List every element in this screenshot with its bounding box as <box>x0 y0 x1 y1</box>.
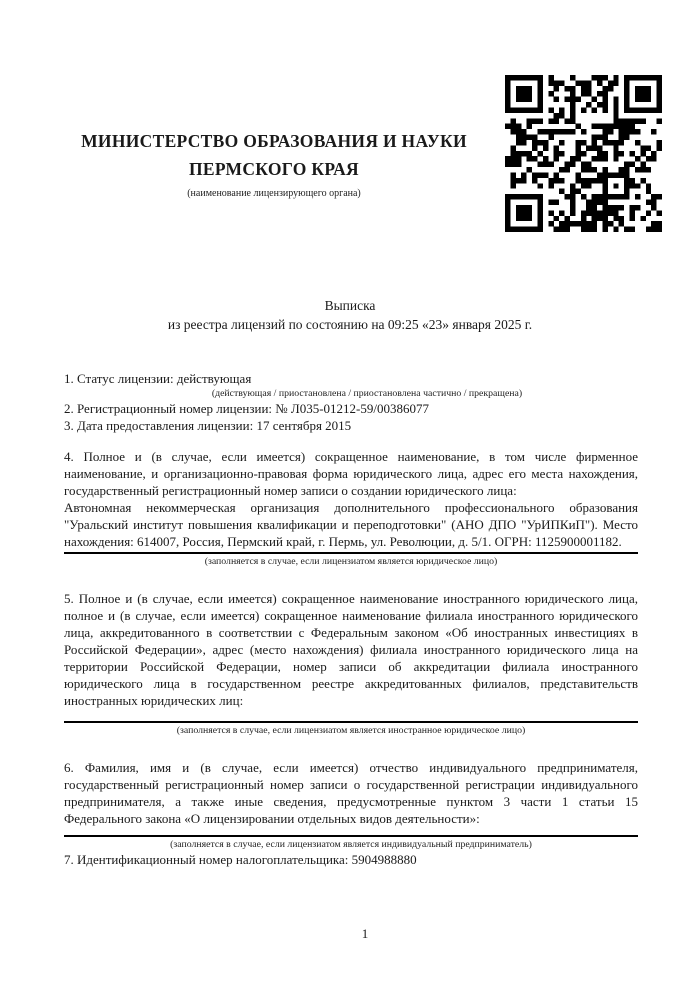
licensing-authority-block <box>64 128 484 200</box>
license-status-hint: (действующая / приостановлена / приостановлена частично / прекращена) <box>211 388 523 399</box>
foreign-entity-blank-field <box>64 721 638 737</box>
ministry-name-line2: ПЕРМСКОГО КРАЯ <box>189 158 359 179</box>
item-entrepreneur <box>64 759 638 851</box>
foreign-entity-label: 5. Полное и (в случае, если имеется) сокращенное наименование иностранного юридического лица, полное и (в случае, если имеется) сокращенное наименование филиала иностранного юридического лица, аккредитованного в соответствии с Федеральным законом «Об иностранных инвестициях в Российской Федерации», адрес (место нахождения) филиала иностранного юридического лица на территории Российской Федерации, номер записи об аккредитации филиала иностранного юридического лица в государственном реестре аккредитованных филиалов, представительств иностранных юридических лиц: <box>64 591 638 708</box>
item-legal-entity <box>64 448 638 568</box>
extract-title-block <box>0 297 700 334</box>
item-license-status <box>64 370 638 400</box>
qr-code-icon <box>505 75 662 232</box>
page-number: 1 <box>361 926 369 941</box>
entrepreneur-hint: (заполняется в случае, если лицензиатом является индивидуальный предприниматель) <box>170 839 532 850</box>
extract-title: Выписка <box>324 298 376 313</box>
legal-entity-hint: (заполняется в случае, если лицензиатом является юридическое лицо) <box>204 556 498 567</box>
licensing-authority-caption: (наименование лицензирующего органа) <box>187 188 361 199</box>
item-foreign-entity <box>64 590 638 737</box>
extract-items <box>64 370 638 868</box>
entrepreneur-label: 6. Фамилия, имя и (в случае, если имеется) отчество индивидуального предпринимателя, государственный регистрационный номер записи о государственной регистрации индивидуального предпринимателя, а также иные сведения, предусмотренные пунктом 3 части 1 статьи 15 Федерального закона «О лицензировании отдельных видов деятельности»: <box>64 760 638 826</box>
item-registration-number: 2. Регистрационный номер лицензии: № Л035-01212-59/00386077 <box>64 401 430 416</box>
ministry-name-line1: МИНИСТЕРСТВО ОБРАЗОВАНИЯ И НАУКИ <box>81 131 467 151</box>
item-grant-date: 3. Дата предоставления лицензии: 17 сентября 2015 <box>64 418 352 433</box>
legal-entity-value: Автономная некоммерческая организация дополнительного профессионального образования "Уральский институт повышения квалификации и переподготовки" (АНО ДПО "УрИПКиП"). Место нахождения: 614007, Россия, Пермский край, г. Пермь, ул. Революции, д. 5/1. ОГРН: 1125900001182. <box>64 500 638 549</box>
item-taxpayer-number: 7. Идентификационный номер налогоплательщика: 5904988880 <box>64 852 417 867</box>
foreign-entity-hint: (заполняется в случае, если лицензиатом является иностранное юридическое лицо) <box>176 725 526 736</box>
legal-entity-label: 4. Полное и (в случае, если имеется) сокращенное наименование, в том числе фирменное наименование, и организационно-правовая форма юридического лица, адрес его места нахождения, государственный регистрационный номер записи о создании юридического лица: <box>64 449 638 498</box>
entrepreneur-blank-field <box>64 835 638 851</box>
legal-entity-rule <box>64 552 638 568</box>
extract-date-line: из реестра лицензий по состоянию на 09:25 «23» января 2025 г. <box>167 316 533 332</box>
license-status-text: 1. Статус лицензии: действующая <box>64 371 252 386</box>
